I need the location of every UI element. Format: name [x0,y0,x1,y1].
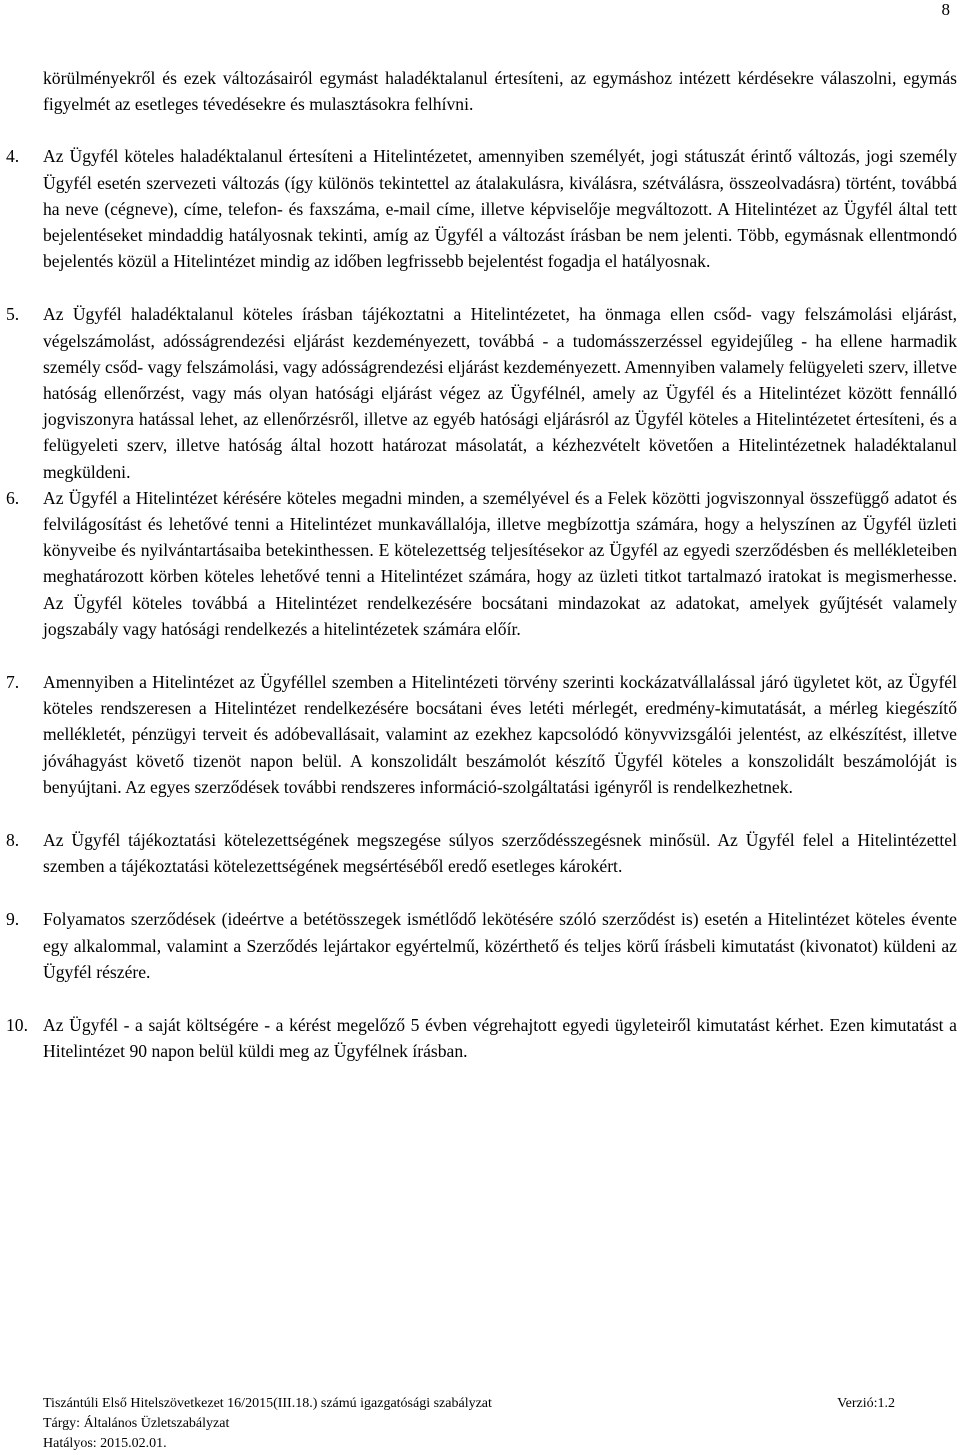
item-number: 6. [6,487,20,508]
item-text: Az Ügyfél a Hitelintézet kérésére köteles megadni minden, a személyével és a Felek közötti jogviszonnyal összefüggő adatot és felvilágosítást és lehetővé tenni a Hitelintézet munkavállalója, illetve megbízottja számára, hogy a helyszínen az Ügyfél üzleti könyveibe és nyilvántartásaiba betekinthessen. E kötelezettség teljesítésekor az Ügyfél az egyedi szerződésben és mellékleteiben meghatározott körben köteles lehetővé tenni a Hitelintézet számára, hogy az üzleti titkot tartalmazó iratokat is megismerhesse. Az Ügyfél köteles továbbá a Hitelintézet rendelkezésére bocsátani mindazokat az adatokat, amelyek gyűjtését valamely jogszabály vagy hatósági rendelkezés a hitelintézetek számára előír. [43,487,957,639]
item-text: Az Ügyfél köteles haladéktalanul értesíteni a Hitelintézetet, amennyiben személyét, jogi státuszát érintő változás, jogi személy Ügyfél esetén szervezeti változás (így különös tekintettel az átalakulásra, kiválásra, szétválásra, összeolvadásra) történt, továbbá ha neve (cégneve), címe, telefon- és faxszáma, e-mail címe, illetve képviselője megváltozott. A Hitelintézet az Ügyfél által tett bejelentéseket mindaddig hatályosnak tekinti, amíg az Ügyfél a változást írásban be nem jelenti. Több, egymásnak ellentmondó bejelentés közül a Hitelintézet mindig az időben legfrissebb bejelentést fogadja el hatályosnak. [43,146,957,272]
footer-regulation: Tiszántúli Első Hitelszövetkezet 16/2015(III.18.) számú igazgatósági szabályzat [43,1396,492,1411]
footer-version: Verzió:1.2 [837,1396,895,1411]
item-text: Amennyiben a Hitelintézet az Ügyféllel szemben a Hitelintézeti törvény szerinti kockázatvállalással járó ügyletet köt, az Ügyfél köteles rendszeresen a Hitelintézet rendelkezésére bocsátani éves letéti mérlegét, eredmény-kimutatását, a mérleg kiegészítő mellékletét, pénzügyi terveit és adóbevallásait, valamint az ezekhez kapcsolódó könyvvizsgálói jelentést, az elkészítést, illetve jóváhagyást követő tizenöt napon belül. A konszolidált beszámolót készítő Ügyfél köteles a konszolidált beszámolóját is benyújtani. Az egyes szerződések további rendszeres információ-szolgáltatási igényről is rendelkezhetnek. [43,672,957,797]
document-body [6,65,957,1065]
item-number: 8. [6,830,20,851]
list-item-6 [6,485,957,642]
item-text: Az Ügyfél - a saját költségére - a kérést megelőző 5 évben végrehajtott egyedi ügyleteiről kimutatást kérhet. Ezen kimutatást a Hitelintézet 90 napon belül küldi meg az Ügyfélnek írásban. [43,1015,957,1062]
list-item-9 [6,906,957,985]
item-number: 7. [6,672,20,693]
item-text: Az Ügyfél haladéktalanul köteles írásban tájékoztatni a Hitelintézetet, ha önmaga ellen csőd- vagy felszámolási eljárást, végelszámolást, adósságrendezési eljárást kezdeményezett, továbbá - a tudomásszerzéssel egyidejűleg - ha ellene harmadik személy csőd- vagy felszámolási, vagy adósságrendezési eljárást kezdeményezett. Amennyiben valamely felügyeleti szerv, illetve hatóság ellenőrzést, vagy más olyan hatósági eljárást végez az Ügyfélnél, amely az Ügyfél és a Hitelintézet között fennálló jogviszonyra hatással lehet, az ellenőrzésről, illetve az egyéb hatósági eljárásról az Ügyfél köteles a Hitelintézetet értesíteni, és a felügyeleti szerv, illetve hatóság által hozott határozat másolatát, a kézhezvételt követően a Hitelintézetnek haladéktalanul megküldeni. [43,304,957,482]
item-text: Folyamatos szerződések (ideértve a betétösszegek ismétlődő lekötésére szóló szerződést is) esetén a Hitelintézet köteles évente egy alkalommal, valamint a Szerződés lejártakor egyértelmű, közérthető és teljes körű írásbeli kimutatást (kivonatot) küldeni az Ügyfél részére. [43,909,957,982]
intro-paragraph: körülményekről és ezek változásairól egymást haladéktalanul értesíteni, az egymáshoz intézett kérdésekre válaszolni, egymás figyelmét az esetleges tévedésekre és mulasztásokra felhívni. [43,68,957,115]
list-item-7 [6,669,957,800]
footer-effective-date: Hatályos: 2015.02.01. [43,1436,167,1451]
footer-subject: Tárgy: Általános Üzletszabályzat [43,1416,230,1431]
item-number: 5. [6,304,20,325]
list-item-10 [6,1012,957,1064]
list-item-4 [6,143,957,274]
item-text: Az Ügyfél tájékoztatási kötelezettségének megszegése súlyos szerződésszegésnek minősül. Az Ügyfél felel a Hitelintézettel szemben a tájékoztatási kötelezettségének megsértéséből eredő esetleges károkért. [43,830,957,877]
list-item-5 [6,301,957,484]
item-number: 9. [6,909,20,930]
page-footer [43,1394,957,1454]
item-number: 4. [6,146,20,167]
item-number: 10. [6,1015,28,1036]
list-item-8 [6,827,957,879]
page-number: 8 [941,0,950,19]
